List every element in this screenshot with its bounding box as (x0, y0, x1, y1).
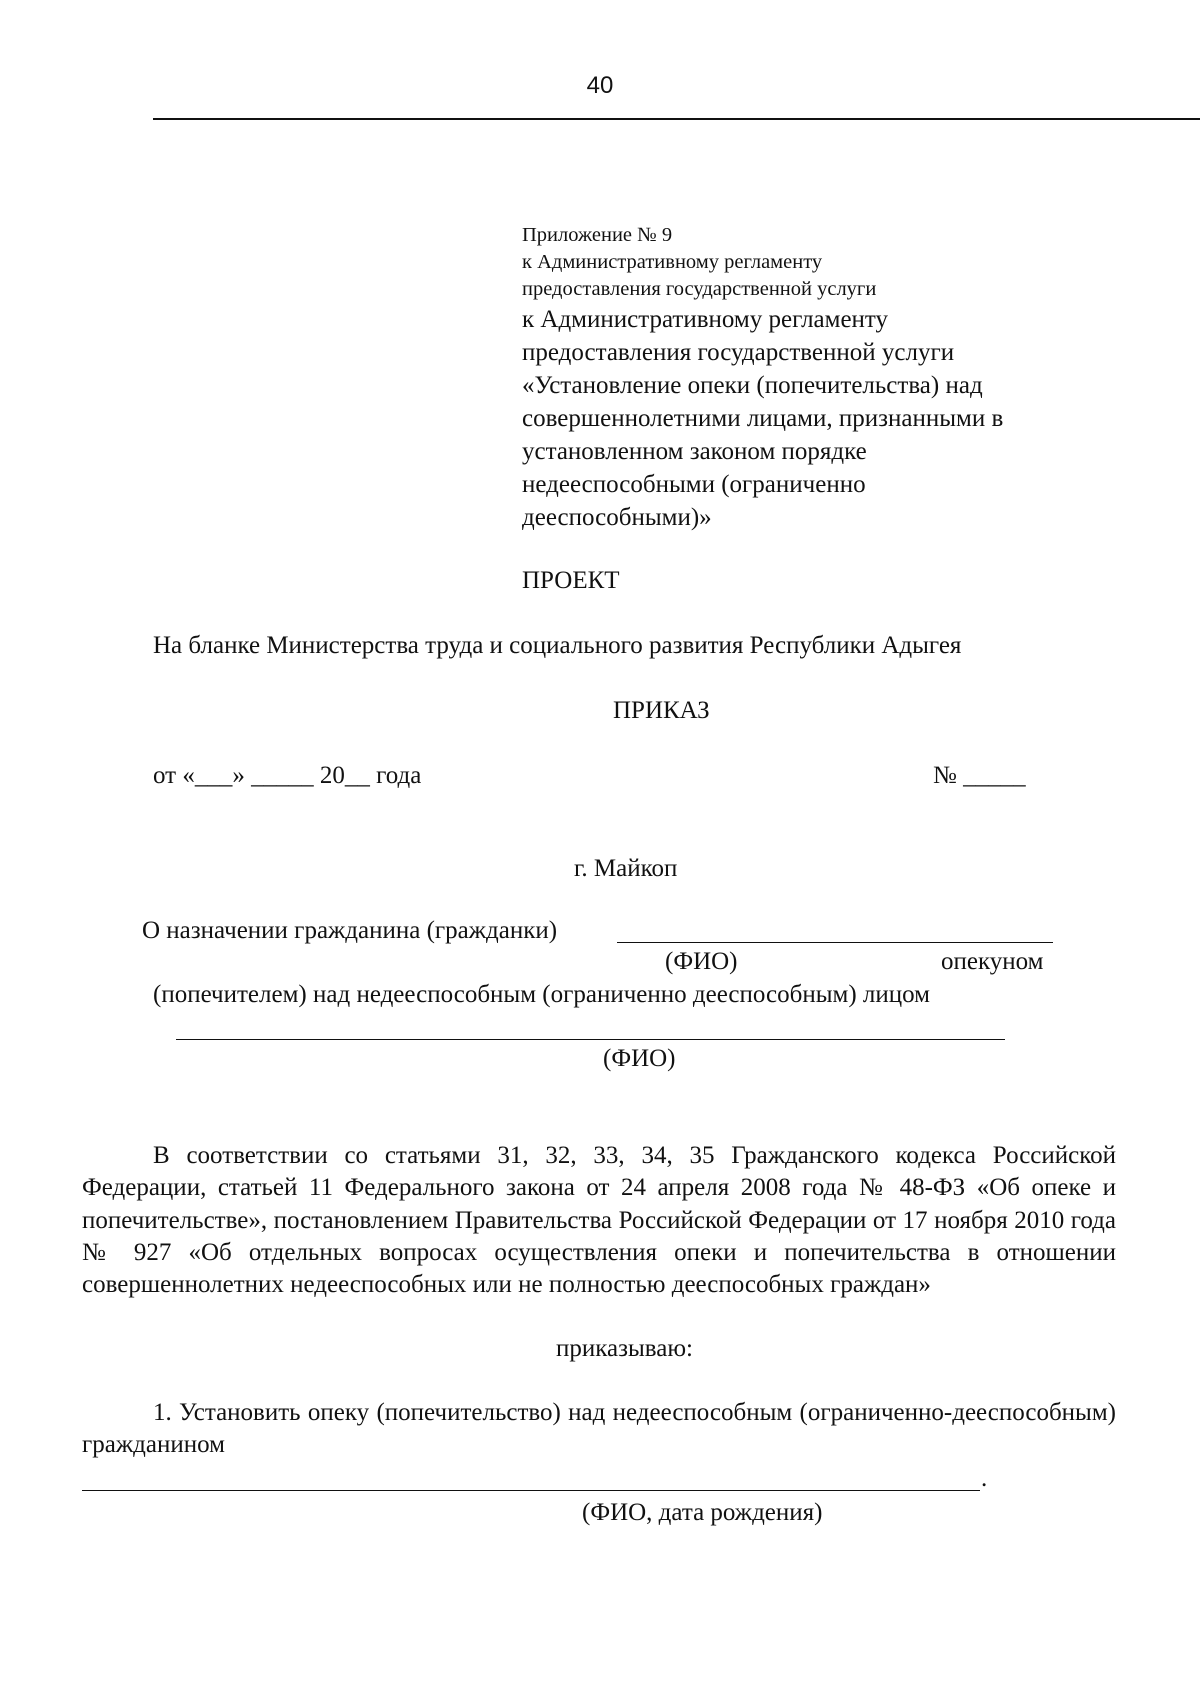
citizen-fio-blank (82, 1490, 980, 1491)
subject-line-1: О назначении гражданина (гражданки) (142, 917, 558, 944)
number-line: № _____ (933, 762, 1026, 789)
appendix-line: совершеннолетними лицами, признанными в (522, 405, 1004, 432)
guardian-fio-blank (617, 942, 1053, 943)
letterhead-note: На бланке Министерства труда и социального развития Республики Адыгея (153, 632, 962, 659)
page-number: 40 (586, 72, 614, 99)
subject-line-2: (попечителем) над недееспособным (ограниченно дееспособным) лицом (153, 981, 930, 1008)
appendix-line: дееспособными)» (522, 504, 712, 531)
fio-birthdate-hint: (ФИО, дата рождения) (582, 1499, 823, 1526)
fio-hint: (ФИО) (603, 1045, 676, 1072)
city: г. Майкоп (574, 855, 678, 882)
appendix-line: к Административному регламенту (522, 306, 889, 333)
item-1-paragraph: 1. Установить опеку (попечительство) над недееспособным (ограниченно-дееспособным) гражданином (82, 1399, 1116, 1459)
appendix-block (522, 222, 1142, 534)
appendix-line: предоставления государственной услуги (522, 278, 877, 300)
appendix-line: Приложение № 9 (522, 224, 673, 246)
guardian-word: опекуном (941, 948, 1044, 975)
ward-fio-blank (176, 1039, 1005, 1040)
order-word: приказываю: (556, 1335, 693, 1362)
appendix-line: «Установление опеки (попечительства) над (522, 372, 983, 399)
appendix-line: недееспособными (ограниченно (522, 471, 866, 498)
item-1-end-dot: . (981, 1465, 988, 1492)
date-line: от «___» _____ 20__ года (153, 762, 422, 789)
fio-hint: (ФИО) (665, 948, 738, 975)
preamble-paragraph: В соответствии со статьями 31, 32, 33, 34, 35 Гражданского кодекса Российской Федерации, статьей 11 Федерального закона от 24 апреля 2008 года № 48-ФЗ «Об опеке и попечительстве», постановлением Правительства Российской Федерации от 17 ноября 2010 года № 927 «Об отдельных вопросах осуществления опеки и попечительства в отношении совершеннолетних недееспособных или не полностью дееспособных граждан» (82, 1142, 1116, 1299)
draft-label: ПРОЕКТ (522, 567, 620, 594)
order-title: ПРИКАЗ (613, 697, 710, 724)
header-rule (153, 118, 1200, 120)
appendix-line: установленном законом порядке (522, 438, 867, 465)
appendix-line: к Административному регламенту (522, 251, 823, 273)
appendix-line: предоставления государственной услуги (522, 339, 955, 366)
